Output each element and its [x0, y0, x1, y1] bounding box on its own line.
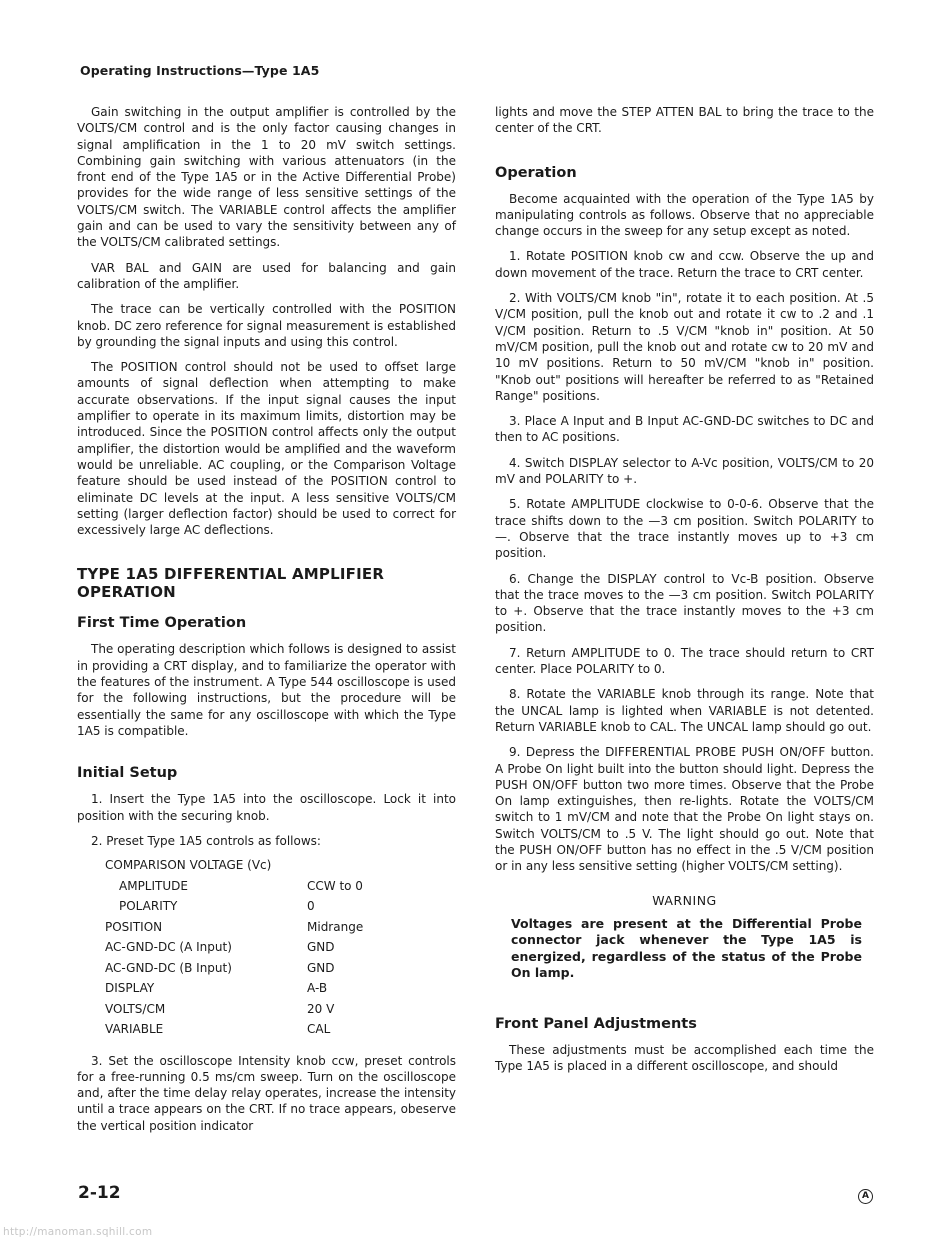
setting-name: DISPLAY	[105, 981, 155, 996]
setting-value: 20 V	[307, 1001, 335, 1016]
setting-name: AC-GND-DC (A Input)	[105, 940, 232, 955]
setup-step-1: 1. Insert the Type 1A5 into the oscilloscope. Lock it into position with the securing knob.	[77, 792, 456, 823]
operation-step: 1. Rotate POSITION knob cw and ccw. Observe the up and down movement of the trace. Return the trace to CRT center.	[495, 249, 874, 280]
settings-table	[105, 879, 363, 1043]
operation-step: 9. Depress the DIFFERENTIAL PROBE PUSH ON/OFF button. A Probe On light built into the button should light. Depress the PUSH ON/OFF button two more times. Observe that the Probe On lamp extinguishes, then re-lights. Rotate the VOLTS/CM switch to 1 mV/CM and note that the Probe On light stays on. Switch VOLTS/CM to .5 V. The light should go out. Note that the PUSH ON/OFF button has no effect in the .5 V/CM position or in any less sensitive setting (higher VOLTS/CM setting).	[495, 745, 874, 874]
operation-step: 6. Change the DISPLAY control to Vc-B position. Observe that the trace moves to the —3 cm position. Switch POLARITY to +. Observe that the trace instantly moves to the +3 cm position.	[495, 571, 874, 635]
settings-row	[105, 899, 363, 920]
tektronix-logo: A	[858, 1189, 873, 1204]
settings-row	[105, 920, 363, 941]
operation-step: 7. Return AMPLITUDE to 0. The trace should return to CRT center. Place POLARITY to 0.	[495, 645, 874, 677]
settings-row	[105, 981, 363, 1002]
setting-name: AMPLITUDE	[119, 878, 188, 893]
left-column	[77, 104, 456, 1143]
setting-name: AC-GND-DC (B Input)	[105, 960, 232, 975]
setting-name: POLARITY	[119, 899, 178, 914]
subsection-heading-operation: Operation	[495, 164, 577, 181]
control-settings-list	[105, 858, 456, 1043]
settings-group-label: COMPARISON VOLTAGE (Vc)	[105, 858, 272, 873]
right-column	[495, 104, 874, 1083]
running-head: Operating Instructions—Type 1A5	[80, 63, 320, 78]
operation-steps	[495, 248, 874, 874]
setting-value: GND	[307, 960, 335, 975]
continued-paragraph: lights and move the STEP ATTEN BAL to bring the trace to the center of the CRT.	[495, 105, 874, 136]
body-paragraph: VAR BAL and GAIN are used for balancing and gain calibration of the amplifier.	[77, 260, 456, 291]
setting-value: Midrange	[307, 919, 364, 934]
setting-name: VARIABLE	[105, 1022, 164, 1037]
body-paragraph: Gain switching in the output amplifier is controlled by the VOLTS/CM control and is the only factor causing changes in signal amplification in the 1 to 20 mV switch settings. Combining gain switching with various attenuators (in the front end of the Type 1A5 or in the Active Differential Probe) provides for the wide range of less sensitive settings of the VOLTS/CM switch. The VARIABLE control affects the amplifier gain and can be used to vary the sensitivity between any of the VOLTS/CM calibrated settings.	[77, 105, 456, 250]
operation-step: 3. Place A Input and B Input AC-GND-DC switches to DC and then to AC positions.	[495, 414, 874, 445]
operation-step: 2. With VOLTS/CM knob "in", rotate it to each position. At .5 V/CM position, pull the knob out and rotate it cw to .2 and .1 V/CM position. Return to .5 V/CM "knob in" position. At 50 mV/CM position, pull the knob out and rotate cw to 20 mV and 10 mV positions. Return to 50 mV/CM "knob in" position. "Knob out" positions will hereafter be referred to as "Retained Range" positions.	[495, 291, 874, 403]
body-paragraph: The POSITION control should not be used to offset large amounts of signal deflection when attempting to make accurate observations. If the input signal causes the input amplifier to operate in its maximum limits, distortion may be introduced. Since the POSITION control affects only the output amplifier, the distortion would be amplified and the waveform would be unreliable. AC coupling, or the Comparison Voltage feature should be used instead of the POSITION control to eliminate DC levels at the input. A less sensitive VOLTS/CM setting (larger deflection factor) should be used to correct for excessively large AC deflections.	[77, 360, 456, 538]
settings-row	[105, 879, 363, 900]
setup-step-3: 3. Set the oscilloscope Intensity knob ccw, preset controls for a free-running 0.5 ms/cm sweep. Turn on the oscilloscope and, after the time delay relay operates, increase the intensity until a trace appears on the CRT. If no trace appears, obeserve the vertical position indicator	[77, 1053, 456, 1133]
settings-row	[105, 1022, 363, 1043]
subsection-heading-first-time: First Time Operation	[77, 615, 247, 632]
setting-name: VOLTS/CM	[105, 1001, 166, 1016]
section-heading: TYPE 1A5 DIFFERENTIAL AMPLIFIER OPERATION	[77, 565, 385, 602]
subsection-heading-front-panel: Front Panel Adjustments	[495, 1015, 697, 1032]
operation-step: 4. Switch DISPLAY selector to A-Vc position, VOLTS/CM to 20 mV and POLARITY to +.	[495, 455, 874, 487]
settings-row	[105, 1002, 363, 1023]
body-paragraph: These adjustments must be accomplished each time the Type 1A5 is placed in a different oscilloscope, and should	[495, 1042, 874, 1073]
settings-row	[105, 961, 363, 982]
body-paragraph: The operating description which follows is designed to assist in providing a CRT display, and to familiarize the operator with the features of the instrument. A Type 544 oscilloscope is used for the following instructions, but the procedure will be essentially the same for any oscilloscope with which the Type 1A5 is compatible.	[77, 642, 456, 738]
setting-value: CCW to 0	[307, 878, 363, 893]
setting-name: POSITION	[105, 919, 163, 934]
setting-value: A-B	[307, 981, 328, 996]
setting-value: 0	[307, 899, 315, 914]
page-number: 2-12	[78, 1183, 121, 1203]
operation-step: 5. Rotate AMPLITUDE clockwise to 0-0-6. Observe that the trace shifts down to the —3 cm position. Switch POLARITY to —. Observe that the trace instantly moves up to +3 cm position.	[495, 497, 874, 561]
subsection-heading-initial-setup: Initial Setup	[77, 765, 178, 782]
watermark-url: http://manoman.sqhill.com	[3, 1226, 153, 1238]
body-paragraph: The trace can be vertically controlled with the POSITION knob. DC zero reference for signal measurement is established by grounding the signal inputs and using this control.	[77, 302, 456, 349]
setup-step-2: 2. Preset Type 1A5 controls as follows:	[91, 833, 321, 848]
warning-title: WARNING	[652, 892, 717, 908]
warning-text: Voltages are present at the Differential Probe connector jack whenever the Type 1A5 is energized, regardless of the status of the Probe On lamp.	[511, 915, 862, 981]
settings-row	[105, 940, 363, 961]
setting-value: CAL	[307, 1022, 331, 1037]
operation-step: 8. Rotate the VARIABLE knob through its range. Note that the UNCAL lamp is lighted when VARIABLE is not detented. Return VARIABLE knob to CAL. The UNCAL lamp should go out.	[495, 687, 874, 734]
setting-value: GND	[307, 940, 335, 955]
operation-intro: Become acquainted with the operation of the Type 1A5 by manipulating controls as follows. Observe that no appreciable change occurs in the sweep for any setup except as noted.	[495, 191, 874, 239]
